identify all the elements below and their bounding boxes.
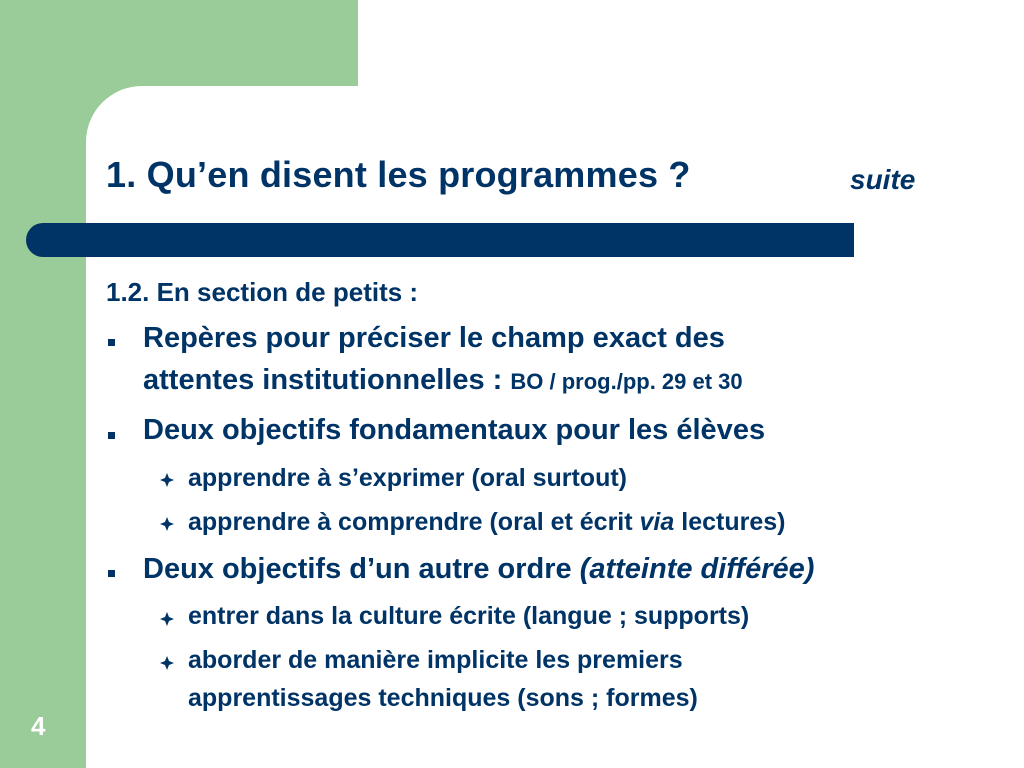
title-suffix: suite	[850, 164, 916, 195]
diamond-bullet-icon	[160, 473, 174, 487]
diamond-bullet-icon	[160, 612, 174, 626]
section-heading: 1.2. En section de petits :	[106, 277, 419, 307]
bullet-3-text	[143, 553, 814, 586]
sub-2-italic: via	[639, 508, 675, 536]
diamond-bullet-icon	[160, 517, 174, 531]
sub-2-before: apprendre à comprendre (oral et écrit	[188, 508, 640, 536]
bullet-2-sub-2	[188, 508, 785, 537]
bullet-1-reference: BO / prog./pp. 29 et 30	[510, 369, 743, 394]
sub-2-after: lectures)	[674, 508, 786, 536]
bullet-3-main: Deux objectifs d’un autre ordre	[143, 553, 580, 585]
page-number: 4	[31, 711, 46, 741]
square-bullet-icon	[108, 339, 115, 346]
slide-title: 1. Qu’en disent les programmes ?	[106, 154, 691, 195]
title-underline-bar	[26, 223, 854, 257]
square-bullet-icon	[108, 570, 115, 577]
bullet-1-line-1: Repères pour préciser le champ exact des	[143, 322, 725, 354]
square-bullet-icon	[108, 432, 115, 439]
bullet-3-sub-2-line-2: apprentissages techniques (sons ; formes)	[188, 684, 698, 712]
bullet-1-main-text: attentes institutionnelles :	[143, 364, 511, 396]
bullet-3-sub-1: entrer dans la culture écrite (langue ; supports)	[188, 602, 750, 630]
diamond-bullet-icon	[160, 656, 174, 670]
bullet-3-sub-2-line-1: aborder de manière implicite les premiers	[188, 646, 683, 674]
bullet-2-sub-1: apprendre à s’exprimer (oral surtout)	[188, 464, 628, 492]
bullet-2-text: Deux objectifs fondamentaux pour les élèves	[143, 414, 766, 446]
bullet-1-line-2	[143, 364, 743, 397]
bullet-3-italic: (atteinte différée)	[579, 553, 815, 585]
